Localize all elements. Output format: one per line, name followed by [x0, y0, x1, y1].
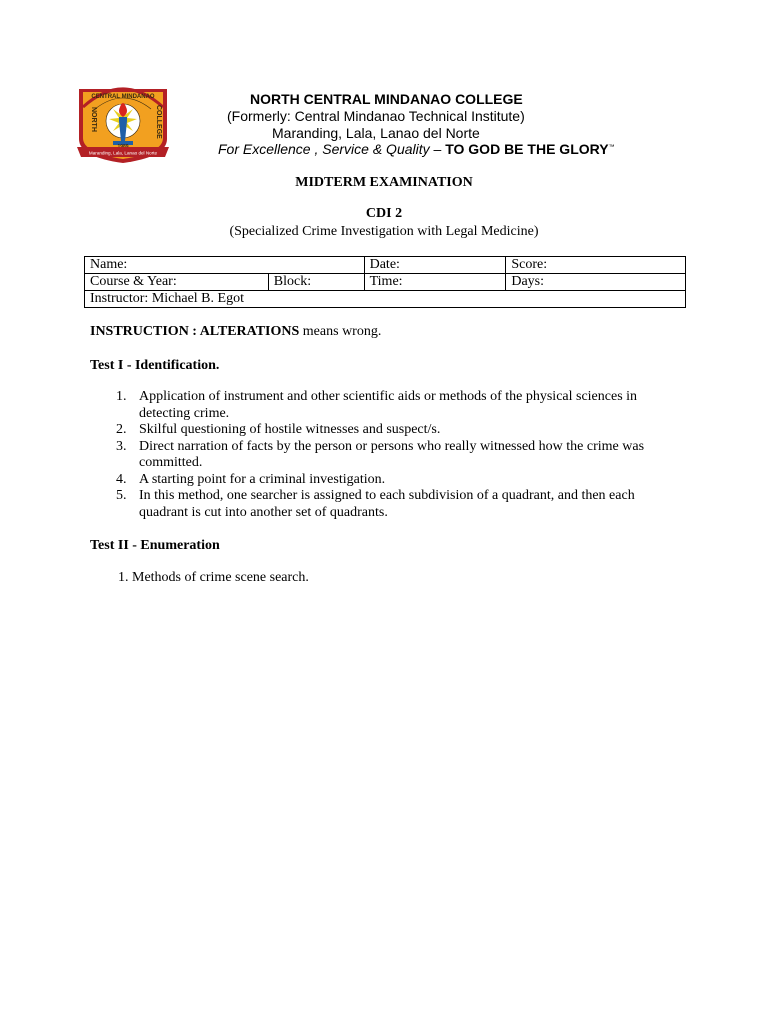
date-cell: Date: — [364, 257, 506, 274]
item-number: 2. — [116, 422, 127, 437]
time-cell: Time: — [364, 274, 506, 291]
motto-bold: TO GOD BE THE GLORY — [445, 141, 609, 157]
instruction-text: means wrong. — [299, 324, 382, 339]
item-text: Skilful questioning of hostile witnesses and suspect/s. — [139, 422, 441, 437]
svg-text:Maranding, Lala, Lanao del Nor: Maranding, Lala, Lanao del Norte — [88, 150, 158, 156]
former-name: (Formerly: Central Mindanao Technical Institute) — [227, 108, 525, 124]
item-number: 5. — [116, 488, 127, 503]
list-item — [112, 488, 652, 521]
college-address: Maranding, Lala, Lanao del Norte — [272, 125, 480, 141]
item-number: 1. — [116, 389, 127, 404]
item-number: 3. — [116, 438, 127, 454]
motto-dash: – — [429, 141, 446, 157]
college-name: NORTH CENTRAL MINDANAO COLLEGE — [250, 91, 523, 107]
table-row — [85, 257, 686, 274]
test-one-title: Test I - Identification. — [90, 358, 220, 373]
item-text: A starting point for a criminal investigation. — [139, 471, 386, 487]
enumeration-item: 1. Methods of crime scene search. — [118, 570, 309, 585]
college-logo — [73, 77, 173, 165]
name-cell: Name: — [85, 257, 365, 274]
subject-code: CDI 2 — [365, 206, 403, 221]
exam-title: MIDTERM EXAMINATION — [295, 175, 473, 190]
list-item — [112, 422, 652, 439]
block-cell: Block: — [268, 274, 364, 291]
instructor-cell: Instructor: Michael B. Egot — [85, 291, 686, 308]
table-row — [85, 274, 686, 291]
svg-text:COLLEGE: COLLEGE — [155, 105, 162, 139]
list-item — [112, 389, 652, 422]
list-item — [112, 439, 652, 472]
list-item — [112, 472, 652, 489]
svg-text:NORTH: NORTH — [90, 107, 97, 132]
course-year-cell: Course & Year: — [85, 274, 269, 291]
test-two-title: Test II - Enumeration — [90, 538, 220, 553]
student-info-table — [84, 256, 686, 308]
svg-text:CENTRAL MINDANAO: CENTRAL MINDANAO — [91, 94, 155, 100]
score-cell: Score: — [506, 257, 686, 274]
item-text: Application of instrument and other scientific aids or methods of the physical sciences in detecting crime. — [139, 389, 638, 421]
item-number: 4. — [116, 471, 127, 487]
days-cell: Days: — [506, 274, 686, 291]
item-text: Direct narration of facts by the person or persons who really witnessed how the crime was committed. — [139, 438, 645, 470]
identification-list — [112, 389, 652, 521]
college-motto — [218, 141, 615, 157]
trademark-mark: ™ — [608, 144, 615, 151]
table-row — [85, 291, 686, 308]
motto-italic: For Excellence , Service & Quality — [218, 141, 430, 157]
instruction-label: INSTRUCTION : ALTERATIONS — [90, 324, 300, 339]
subject-name: (Specialized Crime Investigation with Legal Medicine) — [229, 224, 539, 239]
item-text: In this method, one searcher is assigned to each subdivision of a quadrant, and then each quadrant is cut into another set of quadrants. — [139, 488, 635, 520]
instruction-line — [90, 324, 381, 340]
